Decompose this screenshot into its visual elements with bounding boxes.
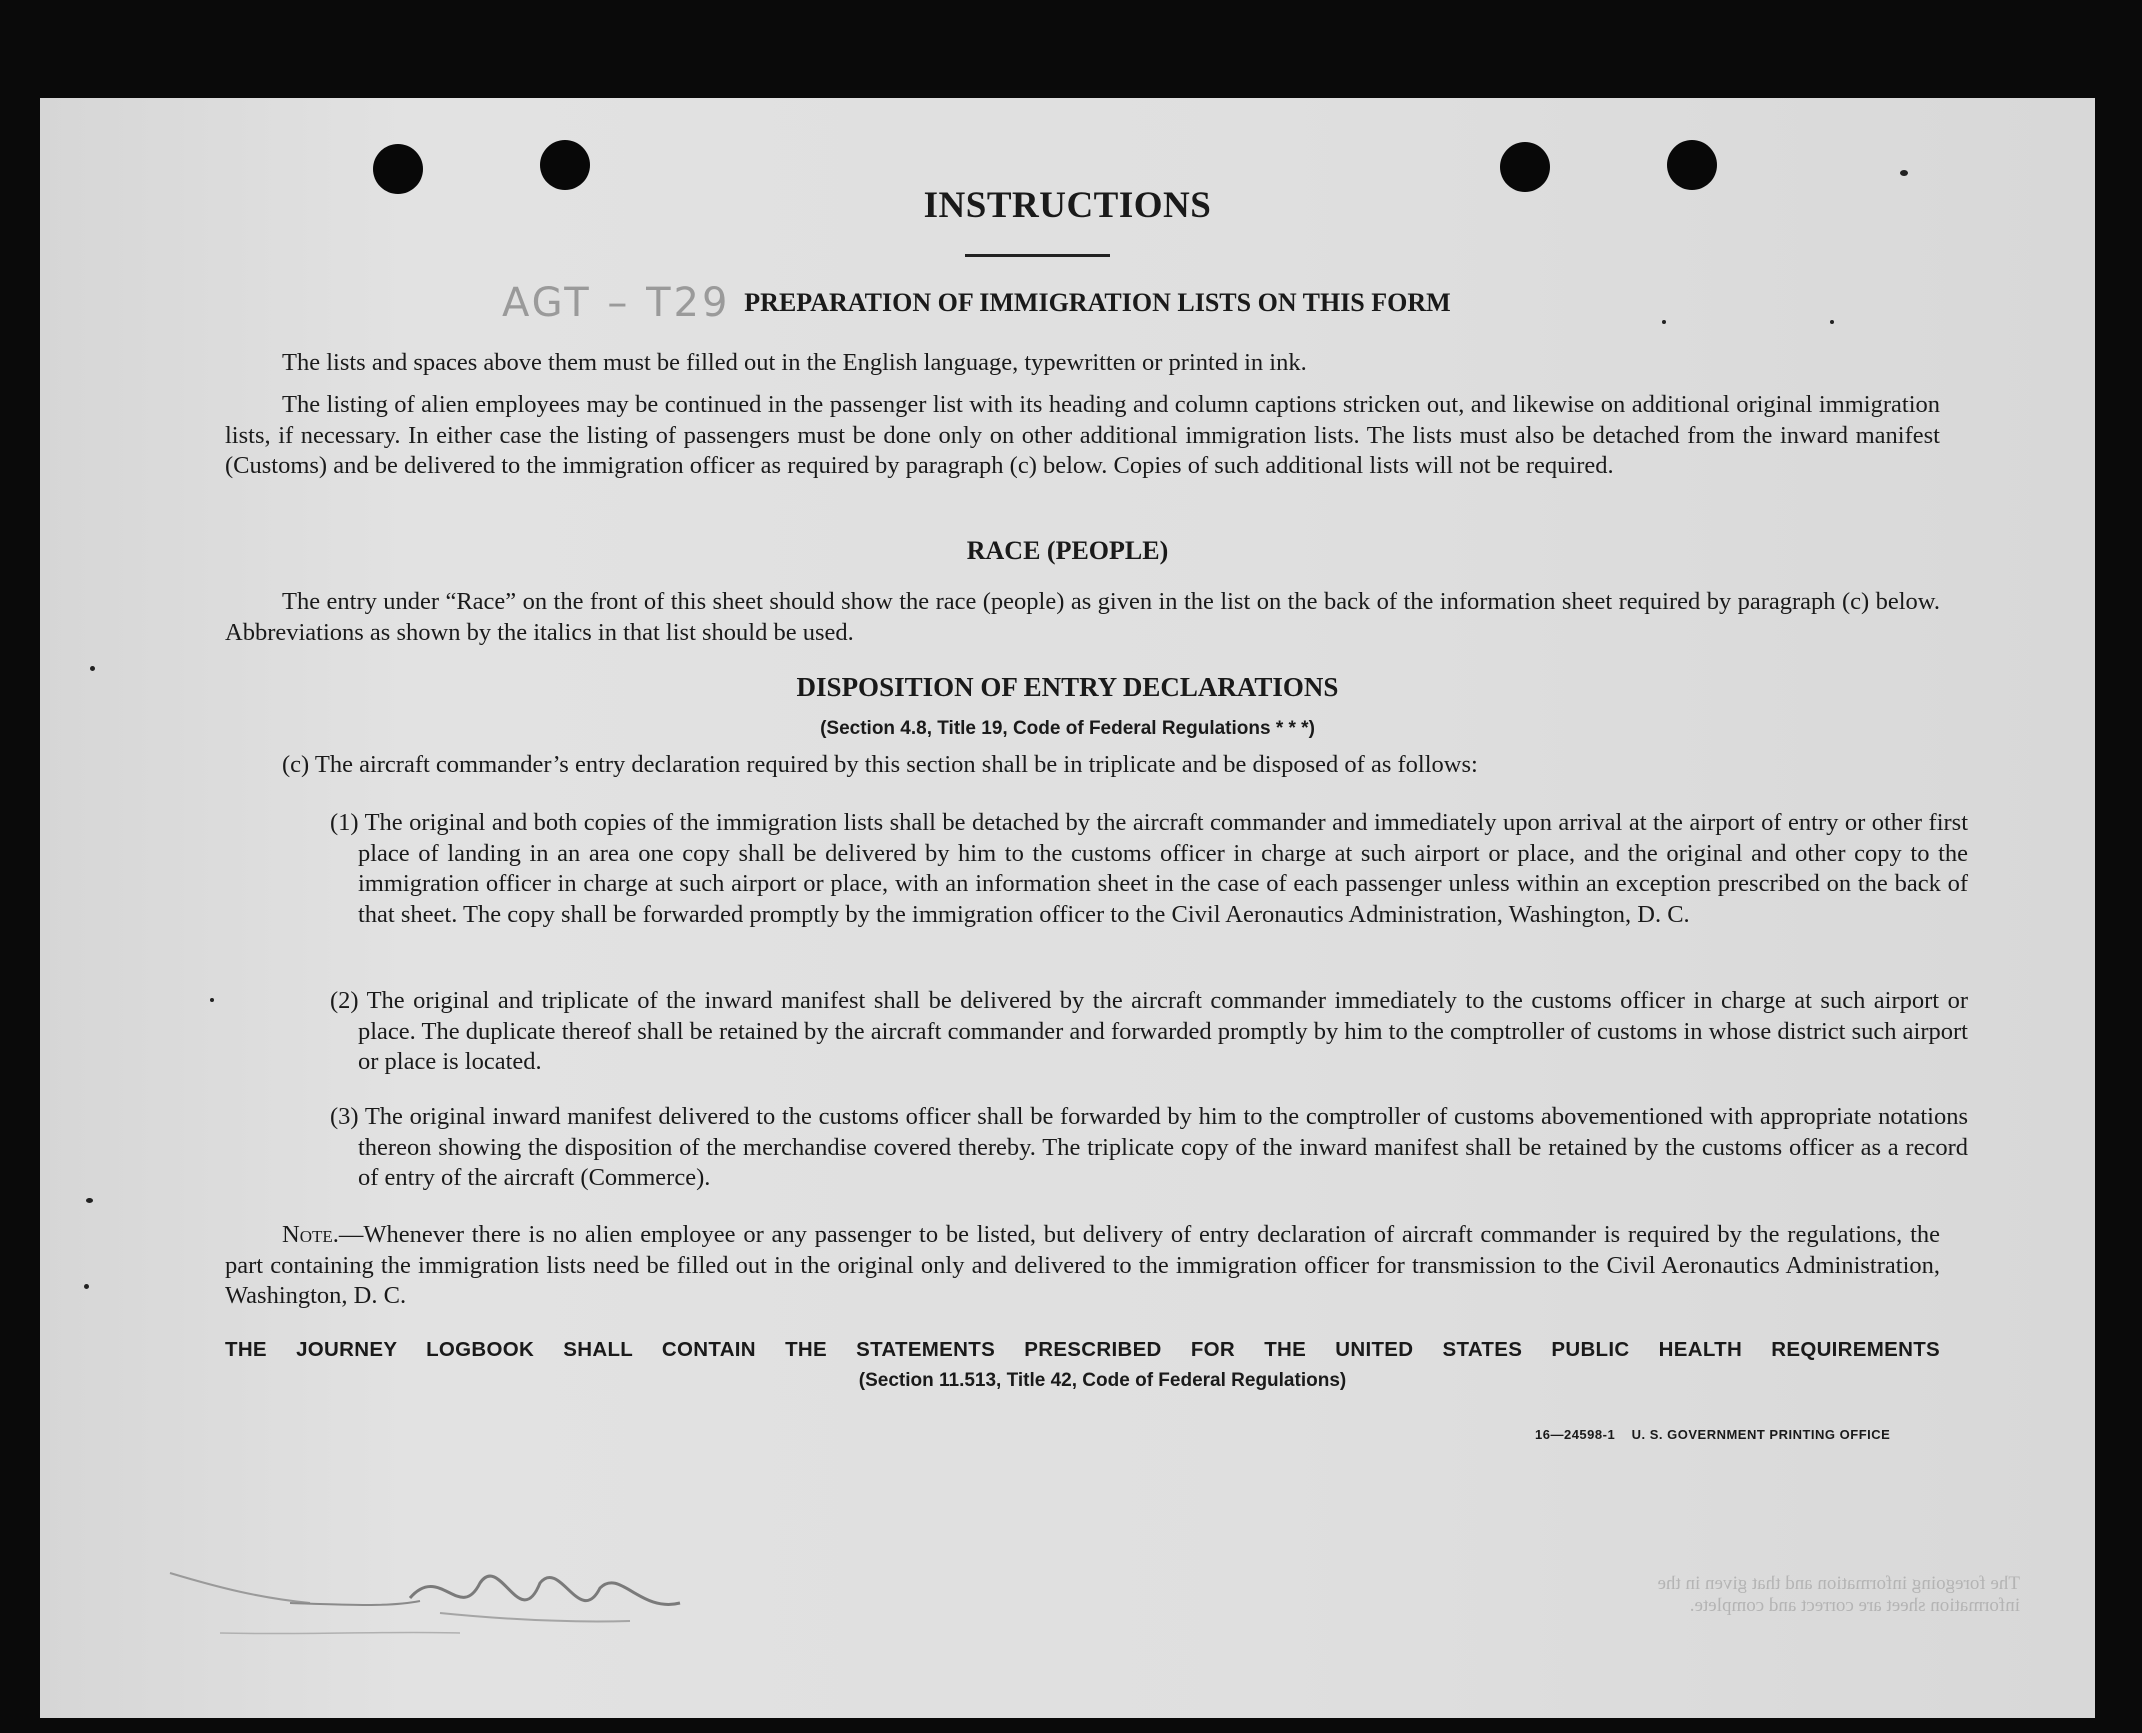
form-number: 16—24598-1 [1535,1427,1616,1442]
disposition-citation: (Section 4.8, Title 19, Code of Federal Regulations * * *) [820,718,1315,739]
title-underline [965,254,1110,257]
speck [1830,320,1834,324]
speck [84,1284,89,1289]
preparation-heading: PREPARATION OF IMMIGRATION LISTS ON THIS FORM [744,288,1451,317]
pencil-annotation: AGT – T29 [502,280,731,326]
disposition-heading: DISPOSITION OF ENTRY DECLARATIONS [796,672,1339,702]
speck [1662,320,1666,324]
document-page [40,98,2095,1718]
disposition-intro: (c) The aircraft commander’s entry declaration required by this section shall be in triplicate and be disposed of as follows: [282,751,1478,778]
disposition-item-1: (1) The original and both copies of the immigration lists shall be detached by the aircraft commander and immediately upon arrival at the airport of entry or other first place of landing in an area one copy shall be delivered by him to the customs officer in charge at such airport or place, and the original and other copy to the immigration officer in charge at such airport or place, with an information sheet in the case of each passenger unless within an exception prescribed on the back of that sheet. The copy shall be forwarded promptly by the immigration officer to the Civil Aeronautics Administration, Washington, D. C. [330,809,1968,928]
speck [90,666,95,671]
printer-credit: U. S. GOVERNMENT PRINTING OFFICE [1631,1427,1891,1442]
note-label: Note. [282,1221,339,1248]
signature-smudge [160,1543,720,1653]
logbook-statement: THE JOURNEY LOGBOOK SHALL CONTAIN THE STATEMENTS PRESCRIBED FOR THE UNITED STATES PUBLIC HEALTH REQUIREMENTS [225,1338,1940,1361]
race-paragraph: The entry under “Race” on the front of this sheet should show the race (people) as given in the list on the back of the information sheet required by paragraph (c) below. Abbreviations as shown by the italics in that list should be used. [225,588,1940,646]
bleed-through-text: The foregoing information and that given in the information sheet are correct and complete. [1657,1573,2020,1616]
logbook-citation: (Section 11.513, Title 42, Code of Federal Regulations) [858,1370,1347,1391]
page-title: INSTRUCTIONS [923,185,1212,226]
disposition-item-3: (3) The original inward manifest delivered to the customs officer shall be forwarded by him to the comptroller of customs abovementioned with appropriate notations thereon showing the disposition of the merchandise covered thereby. The triplicate copy of the inward manifest shall be retained by the customs officer as a record of entry of the aircraft (Commerce). [330,1103,1968,1191]
form-footer [1535,1427,1890,1442]
race-heading: RACE (PEOPLE) [966,536,1169,565]
punch-hole-2 [540,140,590,190]
preparation-paragraph-2: The listing of alien employees may be continued in the passenger list with its heading and column captions stricken out, and likewise on additional original immigration lists, if necessary. In either case the listing of passengers must be done only on other additional immigration lists. The lists must also be detached from the inward manifest (Customs) and be delivered to the immigration officer as required by paragraph (c) below. Copies of such additional lists will not be required. [225,391,1940,479]
speck [86,1198,93,1203]
note-text: —Whenever there is no alien employee or any passenger to be listed, but delivery of entry declaration of aircraft commander is required by the regulations, the part containing the immigration lists need be filled out in the original only and delivered to the immigration officer for transmission to the Civil Aeronautics Administration, Washington, D. C. [225,1221,1940,1309]
note-paragraph [225,1220,1940,1312]
preparation-paragraph-1: The lists and spaces above them must be filled out in the English language, typewritten or printed in ink. [282,349,1307,376]
speck [210,998,214,1002]
speck [1900,170,1908,176]
disposition-item-2: (2) The original and triplicate of the inward manifest shall be delivered by the aircraft commander immediately to the customs officer in charge at such airport or place. The duplicate thereof shall be retained by the aircraft commander and forwarded promptly by him to the comptroller of customs in whose district such airport or place is located. [330,987,1968,1075]
punch-hole-4 [1667,140,1717,190]
